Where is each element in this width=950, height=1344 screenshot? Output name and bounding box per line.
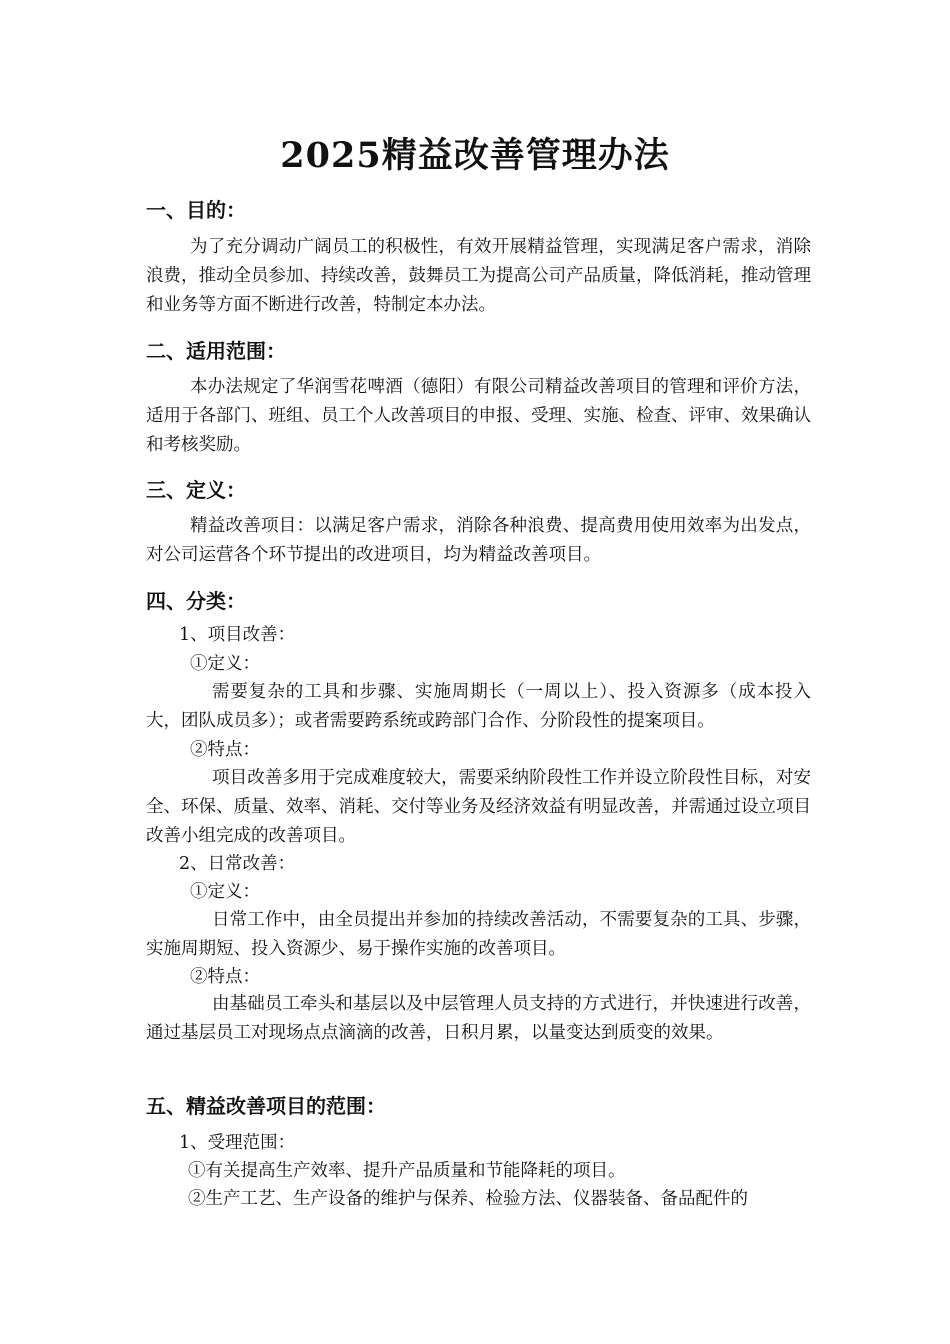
section-4-heading: 四、分类： — [146, 589, 246, 613]
project-definition-label: ①定义： — [190, 654, 260, 674]
section-3-paragraph: 精益改善项目：以满足客户需求，消除各种浪费、提高费用使用效率为出发点，对公司运营各个环节提出的改进项目，均为精益改善项目。 — [146, 516, 811, 565]
section-1-paragraph: 为了充分调动广阔员工的积极性，有效开展精益管理，实现满足客户需求，消除浪费，推动全员参加、持续改善，鼓舞员工为提高公司产品质量，降低消耗，推动管理和业务等方面不断进行改善，特制定本办法。 — [146, 237, 811, 315]
acceptance-scope-label: 1、受理范围： — [179, 1133, 296, 1153]
section-3-heading: 三、定义： — [146, 478, 246, 502]
section-2-heading: 二、适用范围： — [146, 339, 286, 363]
section-1-heading: 一、目的： — [146, 198, 246, 222]
daily-improvement-label: 2、日常改善： — [179, 854, 296, 874]
project-improvement-label: 1、项目改善： — [179, 625, 296, 645]
daily-feature-label: ②特点： — [190, 967, 260, 987]
scope-item-1: ①有关提高生产效率、提升产品质量和节能降耗的项目。 — [188, 1161, 626, 1181]
project-feature-text: 项目改善多用于完成难度较大，需要采纳阶段性工作并设立阶段性目标，对安全、环保、质量、效率、消耗、交付等业务及经济效益有明显改善，并需通过设立项目改善小组完成的改善项目。 — [146, 768, 811, 846]
scope-item-2: ②生产工艺、生产设备的维护与保养、检验方法、仪器装备、备品配件的 — [188, 1189, 748, 1209]
project-feature-label: ②特点： — [190, 740, 260, 760]
document-title: 2025精益改善管理办法 — [280, 135, 670, 176]
daily-feature-text: 由基础员工牵头和基层以及中层管理人员支持的方式进行，并快速进行改善，通过基层员工对现场点点滴滴的改善，日积月累，以量变达到质变的效果。 — [146, 994, 811, 1043]
daily-definition-text: 日常工作中，由全员提出并参加的持续改善活动，不需要复杂的工具、步骤，实施周期短、投入资源少、易于操作实施的改善项目。 — [146, 910, 811, 959]
project-definition-text: 需要复杂的工具和步骤、实施周期长（一周以上）、投入资源多（成本投入大，团队成员多）；或者需要跨系统或跨部门合作、分阶段性的提案项目。 — [146, 682, 811, 731]
section-5-heading: 五、精益改善项目的范围： — [146, 1094, 386, 1118]
daily-definition-label: ①定义： — [190, 882, 260, 902]
section-2-paragraph: 本办法规定了华润雪花啤酒（德阳）有限公司精益改善项目的管理和评价方法，适用于各部门、班组、员工个人改善项目的申报、受理、实施、检查、评审、效果确认和考核奖励。 — [146, 377, 811, 455]
